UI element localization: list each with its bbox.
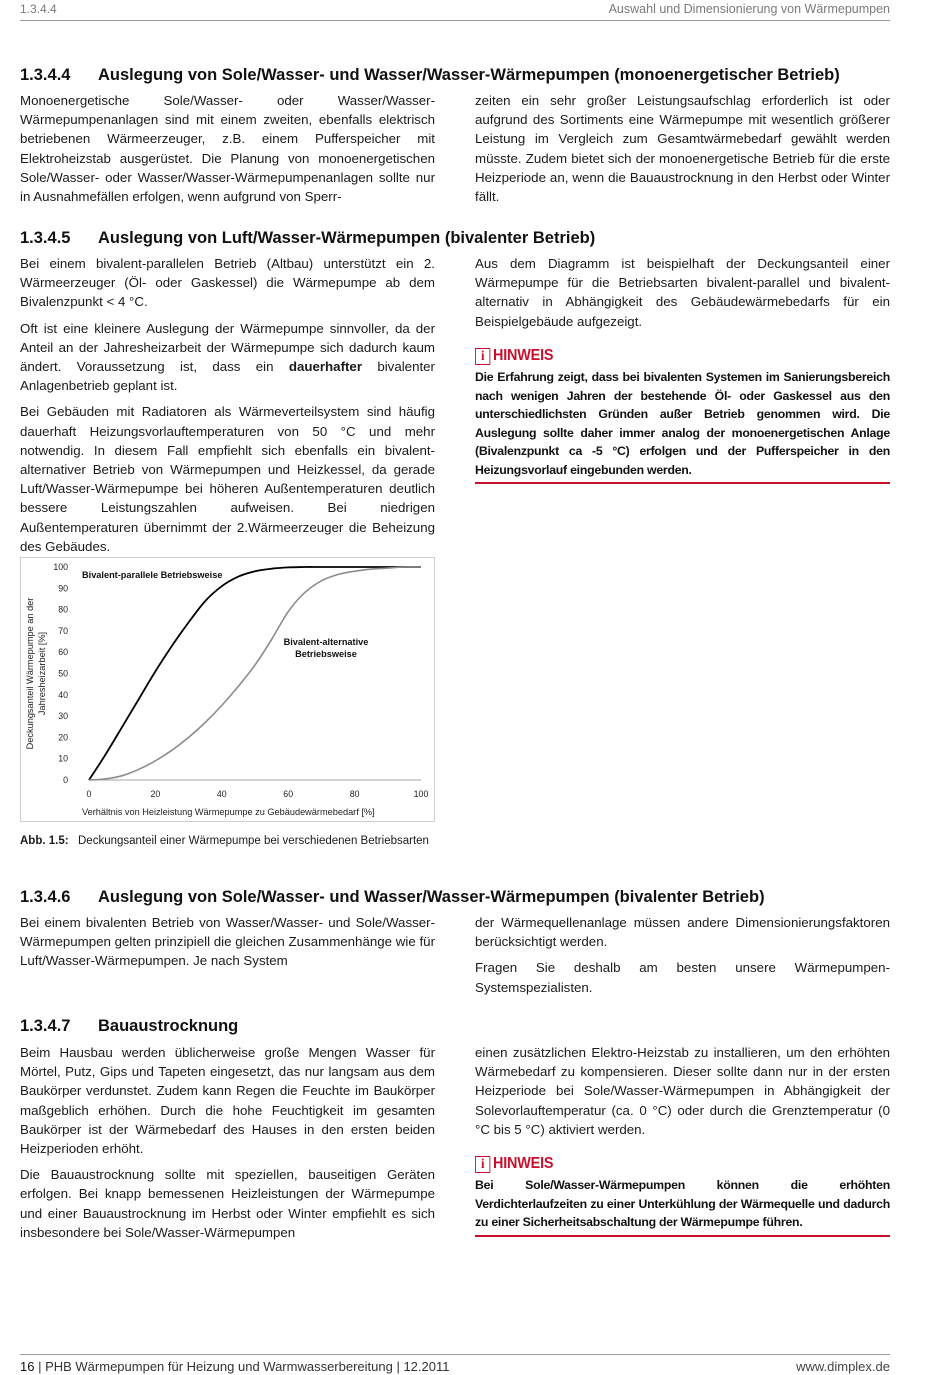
hinweis-title [475,1155,849,1173]
y-tick-label: 70 [58,625,68,636]
x-tick-label: 80 [349,789,360,799]
y-tick-label: 10 [58,753,68,764]
info-icon: i [475,348,490,365]
text-run: bivalenter Anlagenbetrieb geplant ist. [20,359,435,394]
series-label-alternative-line2: Betriebsweise [295,649,357,659]
x-tick-label: 40 [216,789,227,799]
s1344-right-column [475,91,890,213]
y-tick-label: 90 [58,583,68,594]
paragraph: Bei einem bivalenten Betrieb von Wasser/Wasser- und Sole/Wasser-Wärmepumpen gelten prinzipiell die gleichen Zusammenhänge wie für Luft/Wasser-Wärmepumpen. Je nach System [20,915,435,969]
heading-title: Auslegung von Sole/Wasser- und Wasser/Wasser-Wärmepumpen (bivalenter Betrieb) [98,888,765,906]
x-tick-labels [87,789,429,799]
heading-title: Auslegung von Sole/Wasser- und Wasser/Wasser-Wärmepumpen (monoenergetischer Betrieb) [98,66,840,84]
x-tick-label: 0 [86,789,92,799]
figure-label: Abb. 1.5: [20,835,69,847]
heading-title: Auslegung von Luft/Wasser-Wärmepumpen (bivalenter Betrieb) [98,229,596,247]
paragraph: Bei einem bivalent-parallelen Betrieb (Altbau) unterstützt ein 2. Wärmeerzeuger (Öl- oder Gaskessel) die Wärmepumpe ab dem Bivalenzpunkt < 4 °C. [20,256,435,310]
emphasis-text: dauerhafter [288,359,362,375]
figure-caption-text: Deckungsanteil einer Wärmepumpe bei verschiedenen Betriebsarten [78,835,429,847]
document-page [20,0,890,1375]
paragraph: zeiten ein sehr großer Leistungsaufschlag erforderlich ist oder aufgrund des Sortiments eine Wärmepumpe mit wesentlich größerer Leistung im Vergleich zum Gesamtwärmebedarf gewählt werden müsste. Zudem bietet sich der monoenergetische Betrieb für die erste Heizperiode an, wenn die Bauaustrocknung in den Herbst oder Winter fällt. [475,93,890,205]
paragraph: Fragen Sie deshalb am besten unsere Wärmepumpen-Systemspezialisten. [475,960,890,995]
running-header-section: 1.3.4.4 [20,2,57,16]
heading-number: 1.3.4.7 [20,1017,71,1035]
hinweis-box-2 [475,1155,890,1237]
y-tick-label: 50 [58,668,68,679]
hinweis-text: Bei Sole/Wasser-Wärmepumpen können die erhöhten Verdichterlaufzeiten zu einer Unterkühlung der Wärmequelle und dadurch zu einer Sicherheitsabschaltung der Wärmepumpe führen. [475,1176,890,1237]
hinweis-label: HINWEIS [493,1155,554,1172]
y-tick-label: 30 [58,711,68,722]
heading-1344 [20,66,840,85]
info-icon: i [475,1156,490,1173]
y-tick-label: 80 [58,604,68,615]
paragraph: der Wärmequellenanlage müssen andere Dimensionierungsfaktoren berücksichtigt werden. [475,915,890,950]
chart-frame [21,558,435,822]
x-tick-label: 100 [413,789,429,799]
s1344-left-column [20,91,435,213]
page-number: 16 [20,1359,35,1374]
paragraph: Bei Gebäuden mit Radiatoren als Wärmeverteilsystem sind häufig dauerhaft Heizungsvorlauftemperaturen von 50 °C und mehr notwendig. In diesem Fall empfiehlt sich ebenfalls ein bivalent-alternativer Betrieb von Wärmepumpen und Heizkessel, da gerade Luft/Wasser-Wärmepumpe bei höheren Außentemperaturen deutlich bessere Leistungszahlen aufweisen. Bei niedrigen Außentemperaturen übernimmt der 2.Wärmeerzeuger die Beheizung des Gebäudes. [20,404,435,554]
y-tick-label: 60 [58,647,68,658]
header-rule [20,20,890,21]
paragraph: einen zusätzlichen Elektro-Heizstab zu installieren, um den erhöhten Wärmebedarf zu kompensieren. Dieser sollte dann nur in der ersten Heizperiode bei Sole/Wasser-Wärmepumpen in Abhängigkeit der Solevorlauftemperatur (ca. 0 °C) oder durch die Grenztemperatur (0 °C bis 5 °C) aktiviert werden. [475,1045,890,1137]
y-tick-label: 0 [63,775,68,785]
hinweis-label: HINWEIS [493,347,554,364]
coverage-chart [20,557,435,822]
s1347-right-column [475,1043,890,1146]
footer-publication: | PHB Wärmepumpen für Heizung und Warmwasserbereitung | 12.2011 [34,1359,450,1374]
heading-1346 [20,888,765,907]
heading-number: 1.3.4.5 [20,229,71,247]
x-tick-label: 20 [150,789,161,799]
series-line-parallel [89,567,421,780]
y-tick-labels [53,562,68,785]
chart-svg [20,557,435,822]
figure-caption [20,833,440,849]
heading-title: Bauaustrocknung [98,1017,239,1035]
series-line-alternative [89,567,421,780]
y-tick-label: 100 [53,562,68,572]
heading-1345 [20,229,595,248]
s1346-right-column [475,913,890,1004]
hinweis-box-1 [475,347,890,484]
heading-1347 [20,1017,238,1036]
series-lines [89,567,421,780]
paragraph: Aus dem Diagramm ist beispielhaft der Deckungsanteil einer Wärmepumpe für die Betriebsarten bivalent-parallel und bivalent-alternativ in Abhängigkeit des Gebäudewärmebedarfs für ein Beispielgebäude aufgezeigt. [475,256,890,329]
hinweis-title [475,347,849,365]
footer-info [20,1359,449,1374]
heading-number: 1.3.4.4 [20,66,71,84]
s1346-left-column [20,913,435,978]
hinweis-text: Die Erfahrung zeigt, dass bei bivalenten Systemen im Sanierungsbereich nach wenigen Jahren der bestehende Öl- oder Gaskessel aus den unterschiedlichsten Gründen außer Betrieb genommen wird. Die Auslegung sollte daher immer analog der monoenergetischen Anlage (Bivalenzpunkt ca -5 °C) erfolgen und der Pufferspeicher in den Heizungsvorlauf eingebunden werden. [475,368,890,484]
paragraph: Die Bauaustrocknung sollte mit speziellen, bauseitigen Geräten erfolgen. Bei knapp bemessenen Heizleistungen der Wärmepumpe und einer Bauaustrocknung im Herbst oder Winter empfiehlt es sich insbesondere bei Sole/Wasser-Wärmepumpen [20,1167,435,1240]
x-axis-label: Verhältnis von Heizleistung Wärmepumpe zu Gebäudewärmebedarf [%] [82,807,375,817]
x-tick-label: 60 [283,789,294,799]
s1345-right-column [475,254,890,338]
paragraph: Monoenergetische Sole/Wasser- oder Wasser/Wasser-Wärmepumpenanlagen sind mit einem zweiten, ebenfalls elektrisch betriebenen Wärmeerzeuger, z.B. einem Pufferspeicher mit Elektroheizstab ausgerüstet. Die Planung von monoenergetischen Sole/Wasser- oder Wasser/Wasser-Wärmepumpenanlagen sollte nur in Ausnahmefällen erfolgen, wenn aufgrund von Sperr- [20,93,435,205]
footer-url[interactable]: www.dimplex.de [796,1359,890,1374]
y-axis-label-line1: Deckungsanteil Wärmepumpe an der [25,597,35,750]
text-run: Oft ist eine kleinere Auslegung der Wärmepumpe sinnvoller, da der Anteil an der Jahresheizarbeit der Wärmepumpe sich dadurch kaum ändert. Voraussetzung ist, dass ein [20,320,435,375]
running-header-title: Auswahl und Dimensionierung von Wärmepumpen [608,2,890,16]
heading-number: 1.3.4.6 [20,888,71,906]
series-label-alternative-line1: Bivalent-alternative [283,637,369,647]
footer-rule [20,1354,890,1355]
s1345-left-column [20,254,435,563]
paragraph: Beim Hausbau werden üblicherweise große Mengen Wasser für Mörtel, Putz, Gips und Tapeten eingesetzt, das nur langsam aus dem Baukörper verdunstet. Zudem kann Regen die Feuchte im Baukörper maßgeblich erhöhen. Durch die hohe Feuchtigkeit im gesamten Baukörper ist der Wärmebedarf des Hauses in den ersten beiden Heizperioden erhöht. [20,1045,435,1157]
y-tick-label: 40 [58,689,68,700]
y-axis-label [25,598,47,750]
paragraph [20,319,435,396]
y-axis-label-line2: Jahresheizarbeit [%] [37,631,47,716]
s1347-left-column [20,1043,435,1249]
y-tick-label: 20 [58,732,68,743]
series-label-parallel: Bivalent-parallele Betriebsweise [82,570,223,580]
